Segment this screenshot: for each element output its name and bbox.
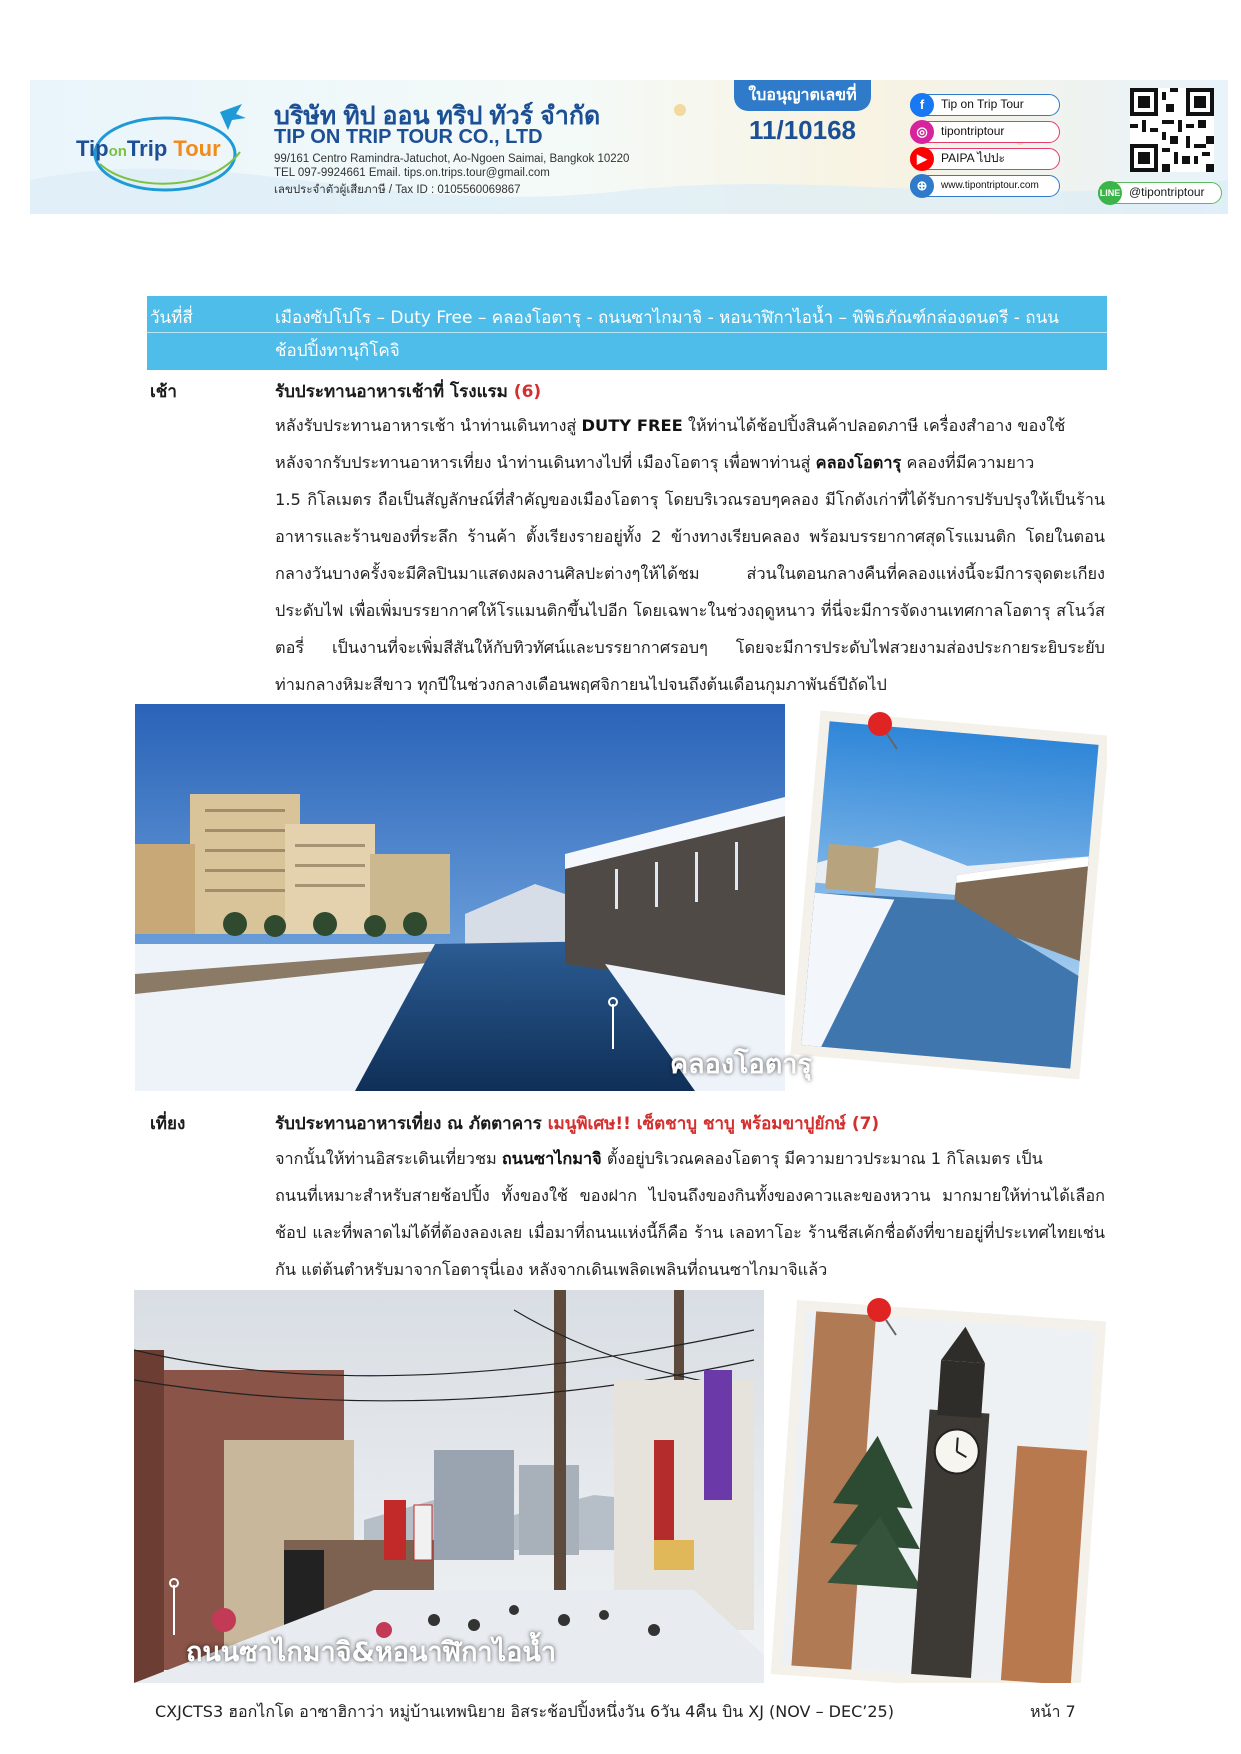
otaru-canal-illustration	[135, 704, 1107, 1091]
web-icon: ⊕	[910, 174, 934, 198]
company-contact: TEL 097-9924661 Email. tips.on.trips.tour@gmail.com	[274, 167, 550, 179]
social-instagram[interactable]	[910, 121, 1060, 143]
paragraph-line: จากนั้นให้ท่านอิสระเดินเที่ยวชม ถนนซาไกมาจิ ตั้งอยู่บริเวณคลองโอตารุ มีความยาวประมาณ 1 กิโลเมตร เป็น	[275, 1149, 1043, 1168]
company-logo	[70, 92, 270, 202]
logo-text-tip: Tip	[76, 136, 109, 161]
paragraph-body: ถนนที่เหมาะสำหรับสายช้อปปิ้ง ทั้งของใช้ ของฝาก ไปจนถึงของกินทั้งของคาวและของหวาน มากมายให้ท่านได้เลือกช้อป และที่พลาดไม่ได้ที่ต้องลองเลย เมื่อมาที่ถนนแห่งนี้ก็คือ ร้าน เลอทาโอะ ร้านชีสเค้กชื่อดังที่ขายอยู่ที่ประเทศไทยเช่นกัน แต่ต้นตำหรับมาจากโอตารุนี่เอง หลังจากเดินเพลิดเพลินที่ถนนซาไกมาจิแล้ว	[275, 1186, 1105, 1279]
social-line[interactable]	[1098, 182, 1222, 204]
qr-code-icon[interactable]	[1130, 88, 1214, 172]
sakaimachi-highlight: ถนนซาไกมาจิ	[501, 1149, 602, 1168]
lunch-special-menu: เมนูพิเศษ!! เซ็ตชาบู ชาบู พร้อมขาปูยักษ์ (7)	[547, 1114, 880, 1134]
social-youtube[interactable]	[910, 148, 1060, 170]
company-tax-id: เลขประจำตัวผู้เสียภาษี / Tax ID : 0105560069867	[274, 184, 521, 196]
paragraph-line: หลังรับประทานอาหารเช้า นำท่านเดินทางสู่ DUTY FREE ให้ท่านได้ช้อปปิ้งสินค้าปลอดภาษี เครื่องสำอาง ของใช้	[275, 416, 1066, 435]
lunch-text	[275, 1110, 879, 1137]
sakaimachi-paragraph	[275, 1140, 1105, 1288]
company-banner	[30, 80, 1228, 214]
duty-free-highlight: DUTY FREE	[581, 416, 683, 435]
day-title: เมืองซัปโปโร – Duty Free – คลองโอตารุ - ถนนซาไกมาจิ - หอนาฬิกาไอน้ำ – พิพิธภัณฑ์กล่องดนตรี - ถนนช้อปปิ้งทานุกิโคจิ	[275, 308, 1059, 361]
lunch-description: รับประทานอาหารเที่ยง ณ ภัตตาคาร	[275, 1114, 548, 1134]
company-address: 99/161 Centro Ramindra-Jatuchot, Ao-Ngoen Saimai, Bangkok 10220	[274, 153, 630, 165]
breakfast-label: เช้า	[150, 382, 177, 402]
day-header-bar	[147, 296, 1107, 370]
breakfast-text	[275, 378, 541, 405]
social-website-label: www.tipontriptour.com	[941, 180, 1039, 191]
social-facebook-label: Tip on Trip Tour	[941, 97, 1024, 111]
otaru-canal-paragraph	[275, 407, 1105, 703]
sakaimachi-photo	[134, 1290, 1107, 1683]
photo-caption-otaru-canal: คลองโอตารุ	[670, 1049, 812, 1080]
license-block	[695, 80, 910, 145]
logo-text-on: on	[108, 143, 127, 160]
license-number: 11/10168	[748, 115, 856, 145]
photo-caption-sakaimachi: ถนนซาไกมาจิ&หอนาฬิกาไอน้ำ	[186, 1637, 557, 1668]
youtube-icon: ▶	[910, 147, 934, 171]
instagram-icon: ◎	[910, 120, 934, 144]
page-number: หน้า 7	[1030, 1702, 1076, 1721]
paragraph-line: หลังจากรับประทานอาหารเที่ยง นำท่านเดินทางไปที่ เมืองโอตารุ เพื่อพาท่านสู่ คลองโอตารุ คลองที่มีความยาว	[275, 453, 1035, 472]
line-icon: LINE	[1098, 181, 1122, 205]
social-line-label: @tipontriptour	[1129, 185, 1205, 199]
company-name-thai: บริษัท ทิป ออน ทริป ทัวร์ จำกัด	[274, 102, 601, 130]
social-website[interactable]	[910, 175, 1060, 197]
breakfast-description: รับประทานอาหารเช้าที่ โรงแรม	[275, 382, 508, 402]
company-name-english: TIP ON TRIP TOUR CO., LTD	[274, 126, 543, 148]
license-label: ใบอนุญาตเลขที่	[734, 80, 870, 111]
logo-text-tour: Tour	[173, 136, 221, 161]
facebook-icon: f	[910, 93, 934, 117]
social-instagram-label: tipontriptour	[941, 124, 1005, 138]
breakfast-meal-number: (6)	[513, 382, 542, 402]
otaru-canal-highlight: คลองโอตารุ	[815, 453, 902, 472]
lunch-label: เที่ยง	[150, 1114, 186, 1134]
social-youtube-label: PAIPA ไปปะ	[941, 151, 1005, 165]
logo-text-trip: Trip	[126, 136, 168, 161]
social-facebook[interactable]	[910, 94, 1060, 116]
footer-program-code: CXJCTS3 ฮอกไกโด อาซาฮิกาว่า หมู่บ้านเทพนิยาย อิสระช้อปปิ้งหนึ่งวัน 6วัน 4คืน บิน XJ (NOV – DEC’25)	[155, 1702, 894, 1721]
paragraph-body: 1.5 กิโลเมตร ถือเป็นสัญลักษณ์ที่สำคัญของเมืองโอตารุ โดยบริเวณรอบๆคลอง มีโกดังเก่าที่ได้รับการปรับปรุงให้เป็นร้านอาหารและร้านของที่ระลึก ร้านค้า ตั้งเรียงรายอยู่ทั้ง 2 ข้างทางเรียบคลอง พร้อมบรรยากาศสุดโรแมนติก โดยในตอนกลางวันบางครั้งจะมีศิลปินมาแสดงผลงานศิลปะต่างๆให้ได้ชม ส่วนในตอนกลางคืนที่คลองแห่งนี้จะมีการจุดตะเกียงประดับไฟ เพื่อเพิ่มบรรยากาศให้โรแมนติกขึ้นไปอีก โดยเฉพาะในช่วงฤดูหนาว ที่นี่จะมีการจัดงานเทศกาลโอตารุ สโนว์สตอรี่ เป็นงานที่จะเพิ่มสีสันให้กับทิวทัศน์และบรรยากาศรอบๆ โดยจะมีการประดับไฟสวยงามส่องประกายระยิบระยับท่ามกลางหิมะสีขาว ทุกปีในช่วงกลางเดือนพฤศจิกายนไปจนถึงต้นเดือนกุมภาพันธ์ปีถัดไป	[275, 490, 1105, 694]
sakaimachi-illustration	[134, 1290, 1107, 1683]
day-label: วันที่สี่	[150, 308, 193, 328]
otaru-canal-photo	[135, 704, 1107, 1091]
